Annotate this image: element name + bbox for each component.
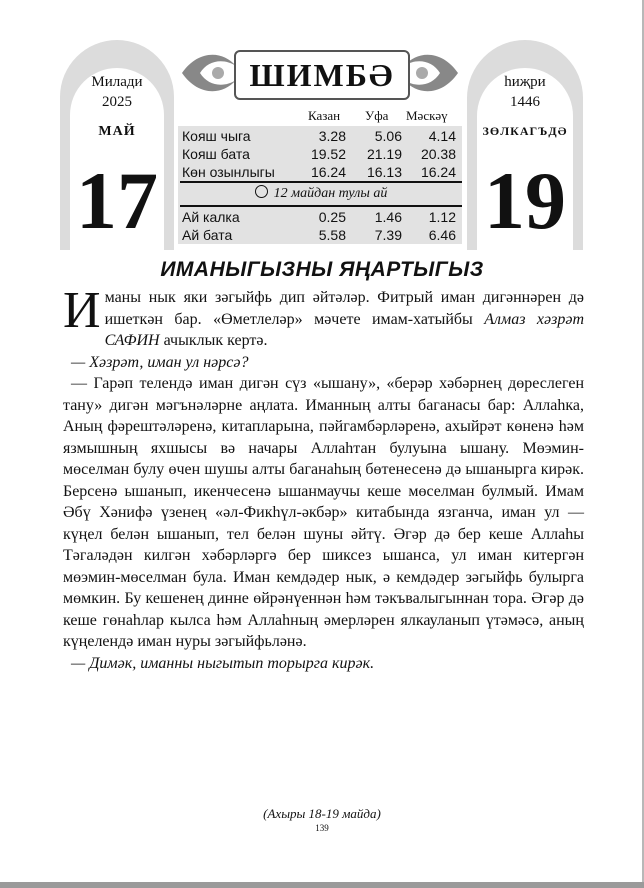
row-value: 16.24 (310, 164, 346, 180)
gregorian-day: 17 (76, 155, 158, 246)
row-label: Кояш чыга (182, 128, 251, 144)
row-value: 4.14 (428, 128, 456, 144)
row-value: 7.39 (374, 227, 402, 243)
question-text: — Хәзрәт, иман ул нәрсә? (71, 353, 249, 371)
divider (180, 205, 462, 207)
gregorian-date-panel (60, 40, 174, 250)
city-kazan: Казан (308, 108, 341, 123)
row-label: Көн озынлыгы (182, 164, 275, 180)
row-value: 19.52 (310, 146, 346, 162)
hijri-day: 19 (484, 155, 566, 246)
article-title: ИМАНЫГЫЗНЫ ЯҢАРТЫГЫЗ (160, 258, 484, 281)
divider (180, 181, 462, 183)
city-ufa: Уфа (365, 108, 389, 123)
moon-phase-text: 12 майдан тулы ай (273, 186, 388, 201)
intro-text: маны нык яки зәгыйфь дип әйтәләр. Фитрый иман дигәннәрен дә ишеткән бар. «Өметлеләр» мәчете имам-хатыйбы (104, 289, 584, 328)
row-value: 16.13 (366, 164, 402, 180)
author-name: Алмаз хәзрәт САФИН (104, 310, 584, 349)
drop-cap: И (63, 282, 101, 339)
interview-closing (63, 653, 584, 675)
full-moon-icon (255, 185, 268, 198)
row-value: 20.38 (420, 146, 456, 162)
intro-text-end: ачыклык кертә. (159, 332, 268, 349)
interview-answer: — Гарәп телендә иман дигән сүз «ышану», «берәр хәбәрнең дөреслеген тану» дигән мәгънәләрне аңлата. Иманның алты баганасы бар: Аллаһка, Аның фәрештәләренә, китапларына, пәйгамбәрләренә, ахыйрәт көненә һәм язмышның яхшысы вә начары Аллаһтан булуына ышану. Мөэмин-мөселман булу өчен шушы алты баганаһың бөтенесенә дә ышанырга кирәк. Берсенә ышанып, икенчесенә ышанмаучы кеше мөселман булмый. Имам Әбү Хәнифә үзенең «әл-Фикһүл-әкбәр» китабында язганча, иман ул — күңел белән ышанып, тел белән шуны әйтү. Әгәр дә бер кеше Аллаһы Тәгаләдән килгән хәбәрләргә бер шиксез ышанса, ул иман китергән мөэмин-мөселман була. Иман кемдәдер нык, ә кемдәдер зәгыйфь булырга мөмкин. Бу кешенең динне өйрәнүеннән һәм тәкъвалыгыннан тора. Әгәр дә кеше гөнаһлар кылса һәм Аллаһның әмерләрен ялкауланып үтәмәсә, аның күңелендә иман нуры зәгыйфьләнә. (63, 375, 584, 650)
row-label: Ай бата (182, 227, 233, 243)
weekday-title: ШИМБӘ (234, 50, 410, 100)
article-body (63, 282, 584, 674)
gregorian-year: 2025 (102, 94, 132, 110)
hijri-era: һиҗри (504, 74, 546, 90)
hijri-year: 1446 (510, 94, 540, 110)
row-value: 16.24 (420, 164, 456, 180)
row-label: Кояш бата (182, 146, 250, 162)
row-value: 6.46 (428, 227, 456, 243)
gregorian-era: Милади (91, 74, 143, 90)
interview-question (63, 352, 584, 374)
city-moscow: Мәскәү (406, 108, 448, 123)
hijri-month: ЗӨЛКАГЪДӘ (482, 124, 568, 138)
row-value: 21.19 (366, 146, 402, 162)
page-bottom-shadow (0, 882, 644, 888)
article-intro (63, 282, 584, 352)
continuation-note: (Ахыры 18-19 майда) (263, 806, 381, 821)
row-value: 1.12 (428, 209, 456, 225)
row-value: 1.46 (374, 209, 402, 225)
row-label: Ай калка (182, 209, 240, 225)
page-number: 139 (315, 823, 329, 833)
weekday-banner (178, 44, 462, 102)
row-value: 0.25 (318, 209, 346, 225)
gregorian-month: МАЙ (98, 124, 136, 139)
moon-phase (180, 184, 462, 204)
row-value: 5.58 (318, 227, 346, 243)
closing-text: — Димәк, иманны ныгытып торырга кирәк. (71, 654, 375, 672)
row-value: 5.06 (374, 128, 402, 144)
hijri-date-panel (467, 40, 583, 250)
row-value: 3.28 (318, 128, 346, 144)
